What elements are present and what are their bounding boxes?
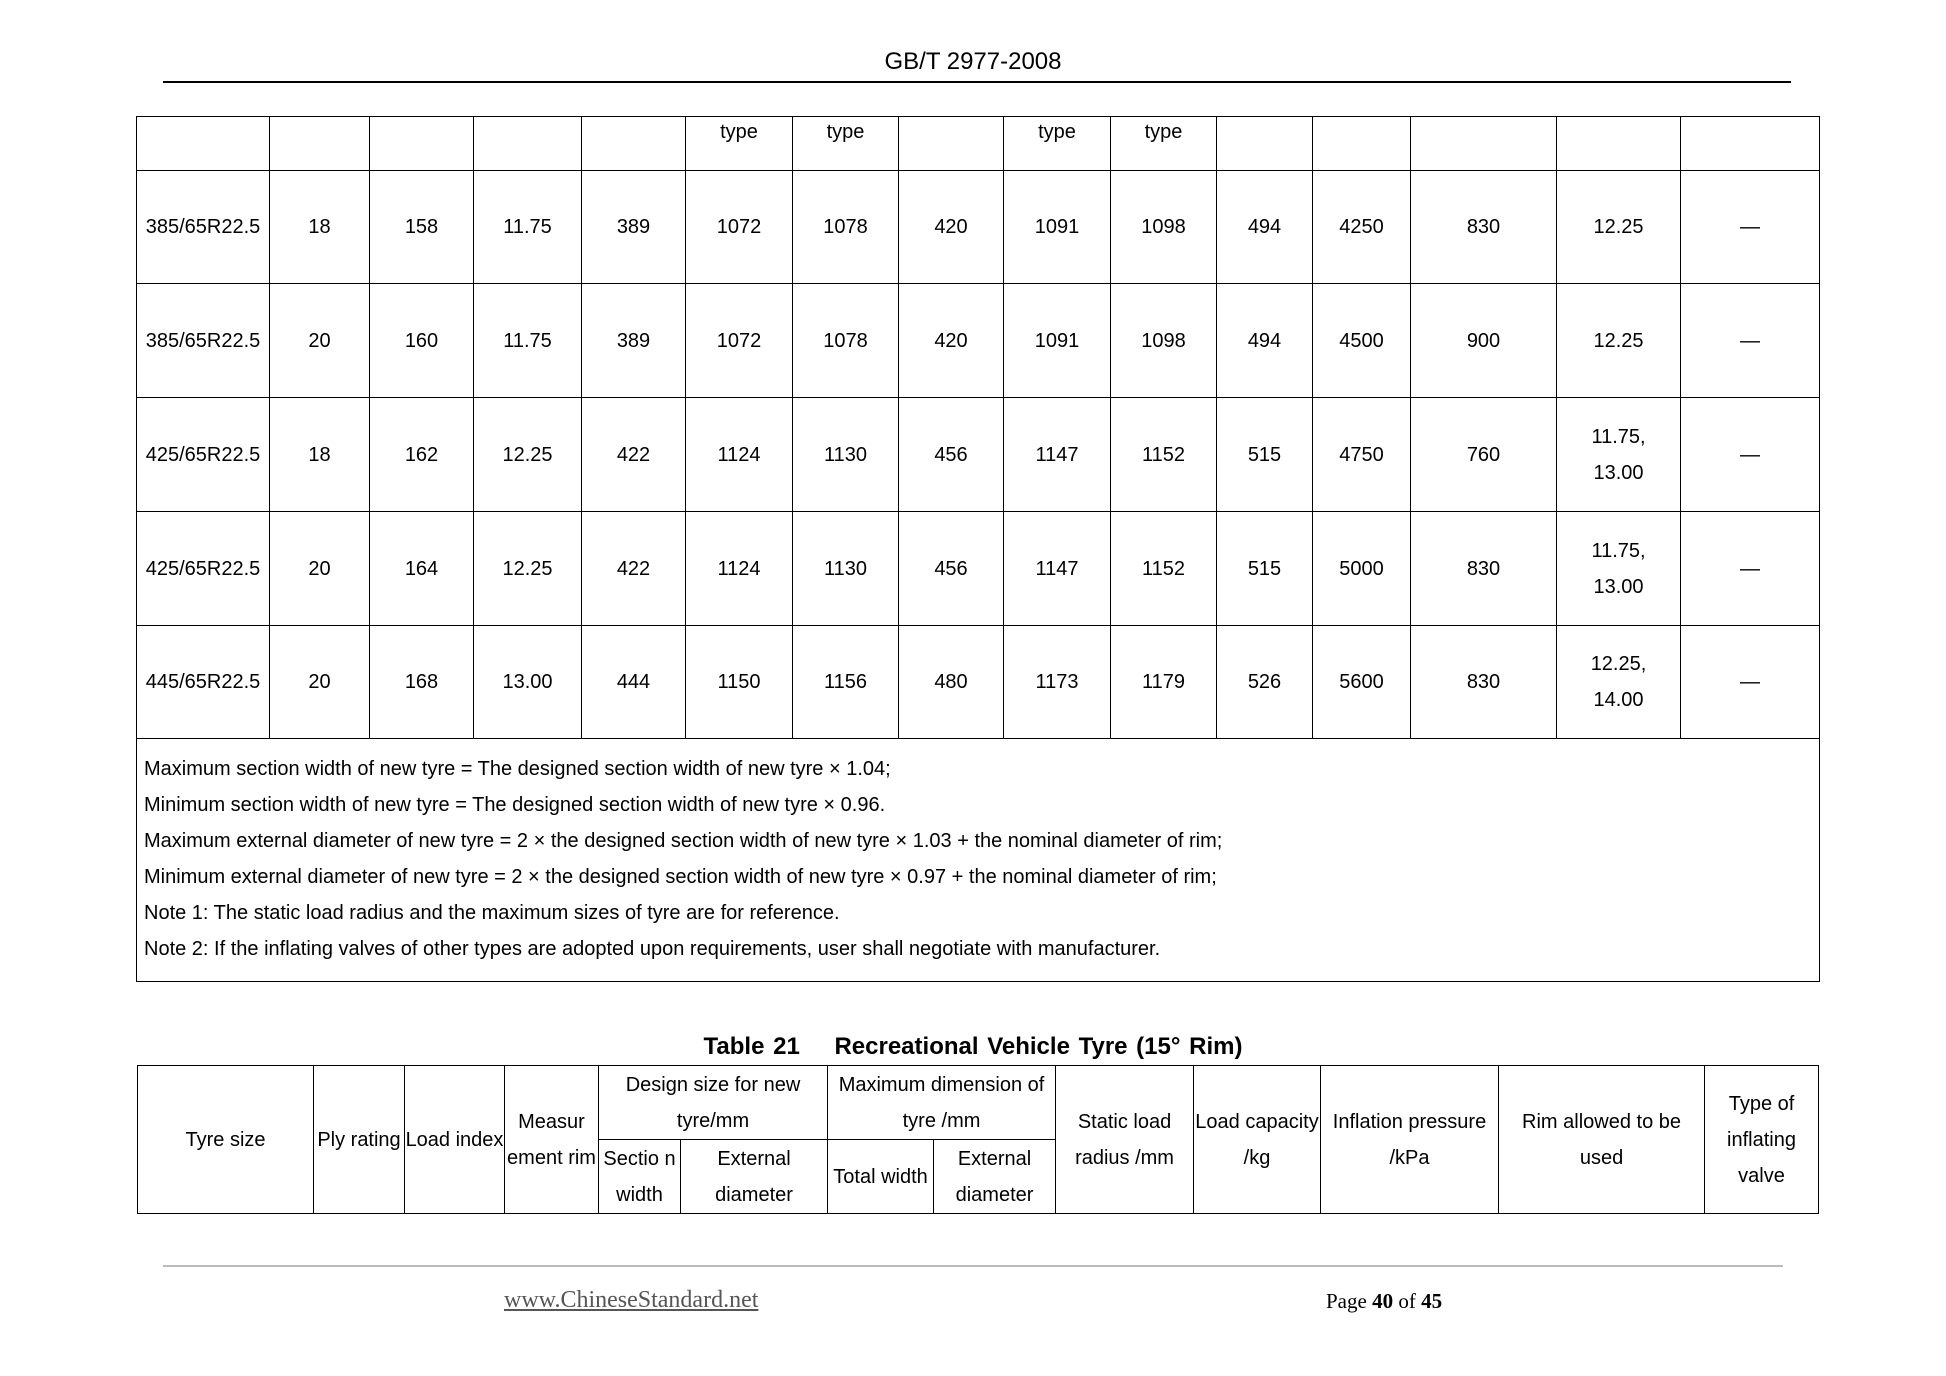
- table-cell: 12.25: [1557, 284, 1681, 398]
- table-cell: 5000: [1313, 512, 1411, 626]
- notes-row: [137, 739, 1820, 982]
- note-line: Note 2: If the inflating valves of other types are adopted upon requirements, user shall negotiate with manufacturer.: [144, 938, 1161, 960]
- table-cell: 1098: [1111, 284, 1217, 398]
- header-valve-type: Type of inflating valve: [1705, 1066, 1819, 1214]
- table-cell: 1130: [793, 512, 899, 626]
- table-cell: 11.75: [474, 171, 582, 284]
- header-ply-rating: Ply rating: [314, 1066, 405, 1214]
- header-measurement-rim: Measur ement rim: [505, 1066, 599, 1214]
- table-cell: 1147: [1004, 398, 1111, 512]
- table-cell: 1173: [1004, 626, 1111, 739]
- table-row: [137, 512, 1820, 626]
- table-cell: 1130: [793, 398, 899, 512]
- header-fragment-cell: [474, 117, 582, 171]
- header-fragment-cell: [582, 117, 686, 171]
- tyre-size-cell: 425/65R22.5: [137, 512, 270, 626]
- table-cell: 4500: [1313, 284, 1411, 398]
- header-static-load-radius: Static load radius /mm: [1056, 1066, 1194, 1214]
- table-cell: 168: [370, 626, 474, 739]
- note-line: Note 1: The static load radius and the maximum sizes of tyre are for reference.: [144, 902, 840, 924]
- table-cell: 760: [1411, 398, 1557, 512]
- current-page: 40: [1372, 1289, 1394, 1313]
- table-cell: 494: [1217, 284, 1313, 398]
- header-max-external-diameter: External diameter: [934, 1140, 1056, 1214]
- table-cell: —: [1681, 171, 1820, 284]
- table-cell: 20: [270, 512, 370, 626]
- header-fragment-cell: [1681, 117, 1820, 171]
- table-cell: 12.25: [474, 398, 582, 512]
- table-cell: 1078: [793, 171, 899, 284]
- table-cell: 20: [270, 284, 370, 398]
- table-cell: 1156: [793, 626, 899, 739]
- header-fragment-cell: type: [686, 117, 793, 171]
- table-cell: —: [1681, 284, 1820, 398]
- table-cell: 1072: [686, 284, 793, 398]
- table-row: [137, 171, 1820, 284]
- table-cell: 162: [370, 398, 474, 512]
- table-row: [137, 284, 1820, 398]
- header-fragment-cell: [899, 117, 1004, 171]
- table-cell: 1091: [1004, 171, 1111, 284]
- notes-cell: [137, 739, 1820, 982]
- table-cell: 20: [270, 626, 370, 739]
- header-rim-allowed: Rim allowed to be used: [1499, 1066, 1705, 1214]
- table-row: [137, 626, 1820, 739]
- table-cell: 11.75, 13.00: [1557, 398, 1681, 512]
- header-fragment-cell: type: [1004, 117, 1111, 171]
- page-number: [1326, 1289, 1442, 1314]
- table-cell: 4750: [1313, 398, 1411, 512]
- header-design-size: Design size for new tyre/mm: [599, 1066, 828, 1140]
- total-pages: 45: [1421, 1289, 1443, 1313]
- table-cell: 389: [582, 171, 686, 284]
- tyre-size-cell: 385/65R22.5: [137, 171, 270, 284]
- header-fragment-cell: [370, 117, 474, 171]
- table-cell: 4250: [1313, 171, 1411, 284]
- table-cell: 422: [582, 512, 686, 626]
- table-cell: 1179: [1111, 626, 1217, 739]
- table-cell: 422: [582, 398, 686, 512]
- table-cell: 1072: [686, 171, 793, 284]
- header-fragment-cell: type: [1111, 117, 1217, 171]
- table-cell: 526: [1217, 626, 1313, 739]
- note-line: Maximum section width of new tyre = The designed section width of new tyre × 1.04;: [144, 758, 891, 780]
- table-cell: 18: [270, 398, 370, 512]
- table-cell: 494: [1217, 171, 1313, 284]
- table-cell: 480: [899, 626, 1004, 739]
- page-of: of: [1398, 1289, 1416, 1313]
- table-cell: —: [1681, 398, 1820, 512]
- header-section-width: Sectio n width: [599, 1140, 681, 1214]
- table-cell: —: [1681, 626, 1820, 739]
- footer-divider: [163, 1265, 1783, 1267]
- table-cell: 389: [582, 284, 686, 398]
- tyre-table-continued: [136, 116, 1820, 982]
- table-cell: 11.75, 13.00: [1557, 512, 1681, 626]
- header-fragment-cell: type: [793, 117, 899, 171]
- table-cell: 830: [1411, 626, 1557, 739]
- header-fragment-cell: [1313, 117, 1411, 171]
- header-tyre-size: Tyre size: [138, 1066, 314, 1214]
- table-21: [137, 1065, 1819, 1214]
- table-cell: 830: [1411, 512, 1557, 626]
- table-cell: 420: [899, 171, 1004, 284]
- header-divider: [163, 81, 1791, 83]
- tyre-size-cell: 445/65R22.5: [137, 626, 270, 739]
- table-cell: 830: [1411, 171, 1557, 284]
- table-cell: 515: [1217, 512, 1313, 626]
- table-cell: 456: [899, 512, 1004, 626]
- header-load-index: Load index: [405, 1066, 505, 1214]
- table-cell: 158: [370, 171, 474, 284]
- header-fragment-cell: [137, 117, 270, 171]
- table-row: [137, 398, 1820, 512]
- table-cell: 11.75: [474, 284, 582, 398]
- table-cell: —: [1681, 512, 1820, 626]
- page-prefix: Page: [1326, 1289, 1367, 1313]
- header-load-capacity: Load capacity /kg: [1194, 1066, 1321, 1214]
- note-line: Minimum section width of new tyre = The designed section width of new tyre × 0.96.: [144, 794, 886, 816]
- table-cell: 1152: [1111, 512, 1217, 626]
- table-cell: 164: [370, 512, 474, 626]
- header-total-width: Total width: [828, 1140, 934, 1214]
- table-cell: 12.25: [1557, 171, 1681, 284]
- table-cell: 13.00: [474, 626, 582, 739]
- table-cell: 1150: [686, 626, 793, 739]
- table-cell: 900: [1411, 284, 1557, 398]
- table-cell: 444: [582, 626, 686, 739]
- table-cell: 1078: [793, 284, 899, 398]
- table-cell: 5600: [1313, 626, 1411, 739]
- note-line: Maximum external diameter of new tyre = 2 × the designed section width of new tyre × 1.03 + the nominal diameter of rim;: [144, 830, 1223, 852]
- header-external-diameter: External diameter: [681, 1140, 828, 1214]
- table-21-title: Table 21 Recreational Vehicle Tyre (15° Rim): [703, 1033, 1243, 1060]
- table-cell: 1091: [1004, 284, 1111, 398]
- table-cell: 1098: [1111, 171, 1217, 284]
- table-cell: 1124: [686, 398, 793, 512]
- table-cell: 1147: [1004, 512, 1111, 626]
- header-max-dimension: Maximum dimension of tyre /mm: [828, 1066, 1056, 1140]
- footer-website-link[interactable]: www.ChineseStandard.net: [504, 1287, 759, 1313]
- table-cell: 420: [899, 284, 1004, 398]
- table-cell: 18: [270, 171, 370, 284]
- header-fragment-cell: [1557, 117, 1681, 171]
- document-header: GB/T 2977-2008: [884, 48, 1062, 75]
- table-cell: 12.25, 14.00: [1557, 626, 1681, 739]
- table-cell: 456: [899, 398, 1004, 512]
- table-cell: 12.25: [474, 512, 582, 626]
- tyre-size-cell: 385/65R22.5: [137, 284, 270, 398]
- table-cell: 1124: [686, 512, 793, 626]
- table-cell: 515: [1217, 398, 1313, 512]
- header-fragment-cell: [1411, 117, 1557, 171]
- header-inflation-pressure: Inflation pressure /kPa: [1321, 1066, 1499, 1214]
- table-cell: 1152: [1111, 398, 1217, 512]
- note-line: Minimum external diameter of new tyre = 2 × the designed section width of new tyre × 0.97 + the nominal diameter of rim;: [144, 866, 1217, 888]
- tyre-size-cell: 425/65R22.5: [137, 398, 270, 512]
- header-fragment-row: [137, 117, 1820, 171]
- header-fragment-cell: [1217, 117, 1313, 171]
- header-fragment-cell: [270, 117, 370, 171]
- table-cell: 160: [370, 284, 474, 398]
